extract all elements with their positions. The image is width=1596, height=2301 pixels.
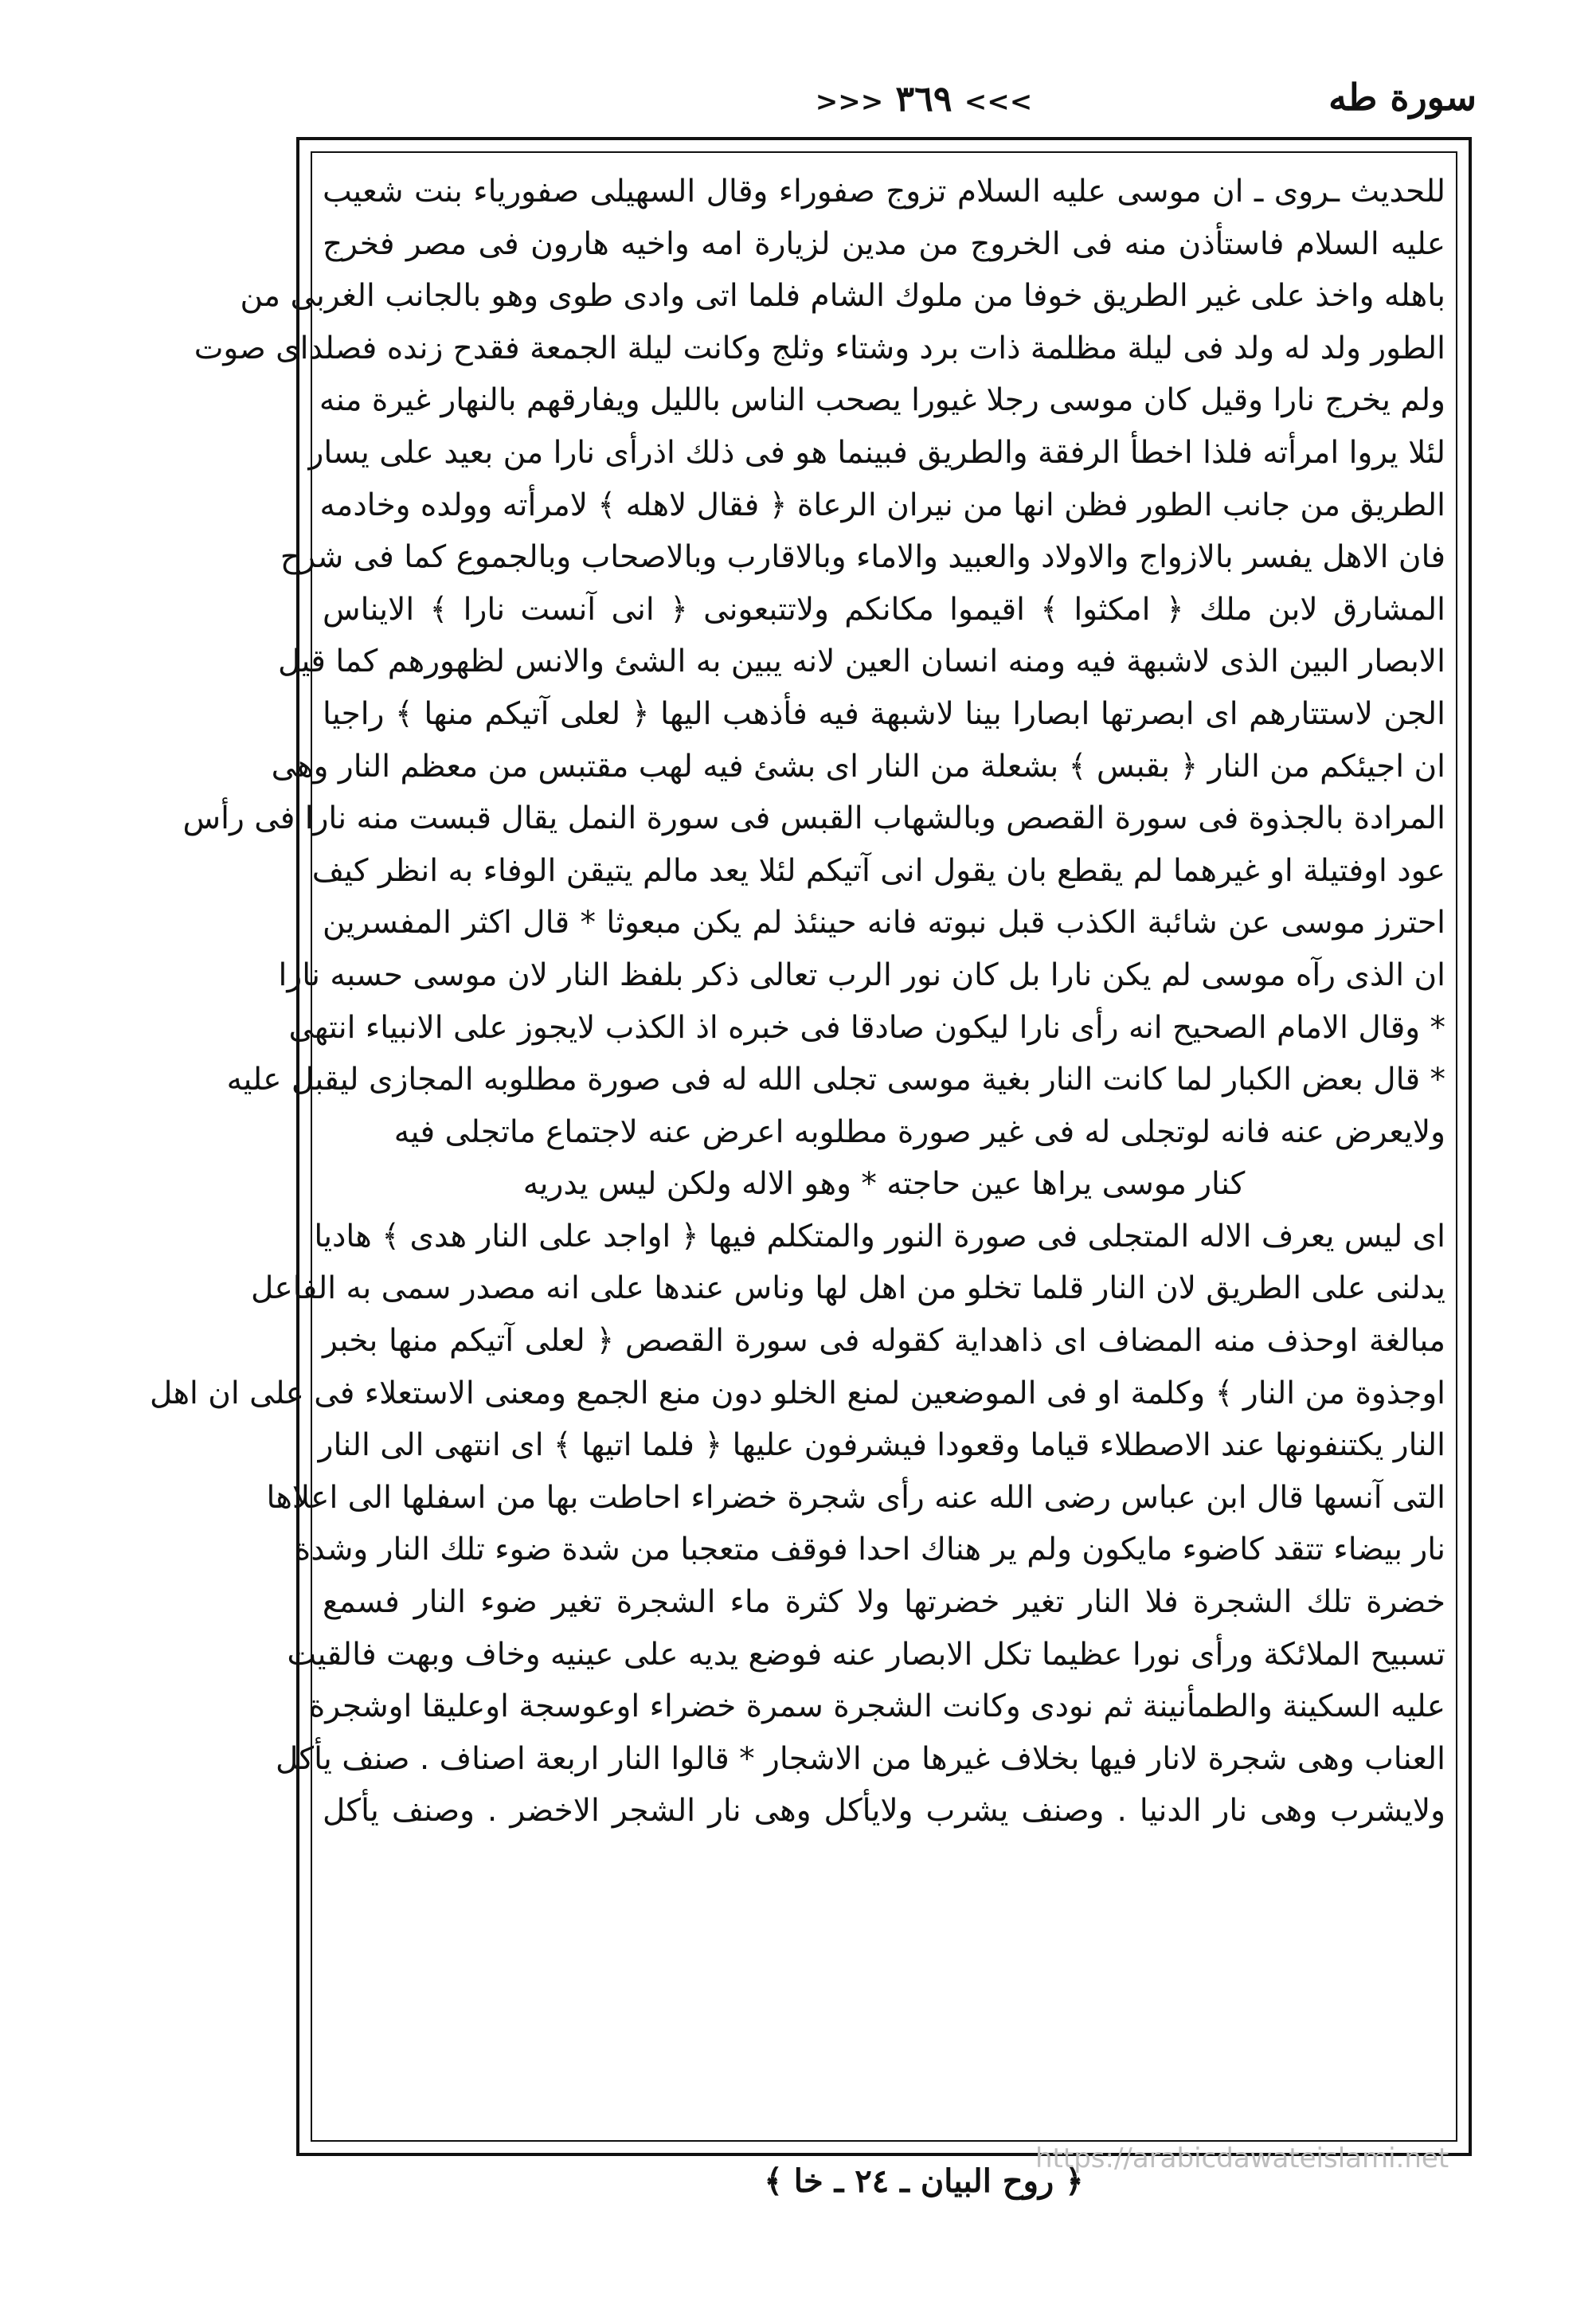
body-text — [149, 166, 1445, 1837]
text-line: العناب وهى شجرة لانار فيها بخلاف غيرها من الاشجار * قالوا النار اربعة اصناف . صنف يأكل — [276, 1740, 1445, 1777]
text-line: مبالغة اوحذف منه المضاف اى ذاهداية كقوله فى سورة القصص ﴿ لعلى آتيكم منها بخبر — [323, 1323, 1445, 1360]
text-line: * قال بعض الكبار لما كانت النار بغية موسى تجلى الله له فى صورة مطلوبه المجازى ليقبل عليه — [226, 1062, 1445, 1098]
text-line: اى ليس يعرف الاله المتجلى فى صورة النور والمتكلم فيها ﴿ اواجد على النار هدى ﴾ هاديا — [314, 1218, 1445, 1254]
text-line: عليه السكينة والطمأنينة ثم نودى وكانت الشجرة سمرة خضراء اوعوسجة اوعليقا اوشجرة — [308, 1689, 1445, 1725]
text-line: نار بيضاء تتقد كاضوء مايكون ولم ير هناك احدا فوقف متعجبا من شدة ضوء تلك النار وشدة — [294, 1532, 1445, 1568]
text-line: الجن لاستتارهم اى ابصرتها ابصارا بينا لاشبهة فيه فأذهب اليها ﴿ لعلى آتيكم منها ﴾ راجيا — [323, 695, 1445, 732]
text-line: ان اجيئكم من النار ﴿ بقبس ﴾ بشعلة من النار اى بشئ فيه لهب مقتبس من معظم النار وهى — [271, 748, 1445, 785]
text-line: للحديث ـروى ـ ان موسى عليه السلام تزوج صفوراء وقال السهيلى صفورياء بنت شعيب — [323, 174, 1445, 209]
ornament-left: <<< — [815, 86, 884, 118]
text-line: ولم يخرج نارا وقيل كان موسى رجلا غيورا يصحب الناس بالليل ويفارقهم بالنهار غيرة منه — [319, 382, 1445, 419]
text-line: تسبيح الملائكة ورأى نورا عظيما تكل الابصار عنه فوضع يديه على عينيه وخاف وبهت فالقيت — [287, 1636, 1445, 1673]
text-line: الابصار البين الذى لاشبهة فيه ومنه انسان العين لانه يبين به الشئ والانس لظهورهم كما قيل — [277, 644, 1445, 680]
ornament-right: >>> — [964, 86, 1033, 118]
text-line: يدلنى على الطريق لان النار قلما تخلو من اهل لها وناس عندها على انه مصدر سمى به الفاعل — [250, 1270, 1445, 1307]
text-line: المرادة بالجذوة فى سورة القصص وبالشهاب القبس فى سورة النمل يقال قبست منه نارا فى رأس — [182, 800, 1445, 837]
text-line: اوجذوة من النار ﴾ وكلمة او فى الموضعين لمنع الخلو دون منع الجمع ومعنى الاستعلاء فى على ان اهل — [149, 1375, 1445, 1411]
page-header — [295, 76, 1477, 139]
text-line: لئلا يروا امرأته فلذا اخطأ الرفقة والطريق فبينما هو فى ذلك اذرأى نارا من بعيد على يسار — [308, 434, 1445, 471]
text-line: * وقال الامام الصحيح انه رأى نارا ليكون صادقا فى خبره اذ الكذب لايجوز على الانبياء انتهى — [288, 1009, 1445, 1046]
surah-title: سورة طه — [1328, 76, 1477, 119]
text-line: خضرة تلك الشجرة فلا النار تغير خضرتها ولا كثرة ماء الشجرة تغير ضوء النار فسمع — [323, 1584, 1445, 1621]
text-line: باهله واخذ على غير الطريق خوفا من ملوك الشام فلما اتى وادى طوى وهو بالجانب الغربى من — [240, 278, 1445, 315]
text-line: الطور ولد له ولد فى ليلة مظلمة ذات برد وشتاء وثلج وكانت ليلة الجمعة فقدح زنده فصلداى صوت — [194, 330, 1445, 366]
page-number — [796, 79, 1051, 119]
text-line: عود اوفتيلة او غيرهما لم يقطع بان يقول انى آتيكم لئلا يعد مالم يتيقن الوفاء به انظر كيف — [311, 852, 1445, 889]
text-line: ان الذى رآه موسى لم يكن نارا بل كان نور الرب تعالى ذكر بلفظ النار لان موسى حسبه نارا — [278, 957, 1445, 993]
footer-signature: ﴿ روح البيان ـ ٢٤ ـ خا ﴾ — [764, 2162, 1084, 2200]
text-line: احترز موسى عن شائبة الكذب قبل نبوته فانه حينئذ لم يكن مبعوثا * قال اكثر المفسرين — [323, 905, 1445, 941]
text-line: ولايشرب وهى نار الدنيا . وصنف يشرب ولايأكل وهى نار الشجر الاخضر . وصنف يأكل — [323, 1793, 1445, 1829]
text-line: المشارق لابن ملك ﴿ امكثوا ﴾ اقيموا مكانكم ولاتتبعونى ﴿ انى آنست نارا ﴾ الايناس — [323, 591, 1445, 628]
watermark-url: https://arabicdawateislami.net — [1035, 2143, 1449, 2174]
text-line: عليه السلام فاستأذن منه فى الخروج من مدين لزيارة امه واخيه هارون فى مصر فخرج — [323, 225, 1445, 262]
text-line: النار يكتنفونها عند الاصطلاء قياما وقعودا فيشرفون عليها ﴿ فلما اتيها ﴾ اى انتهى الى النار — [318, 1427, 1445, 1464]
text-line: التى آنسها قال ابن عباس رضى الله عنه رأى شجرة خضراء احاطت بها من اسفلها الى اعلاها — [266, 1479, 1445, 1516]
text-line: ولايعرض عنه فانه لوتجلى له فى غير صورة مطلوبه اعرض عنه لاجتماع ماتجلى فيه — [393, 1113, 1445, 1150]
verse-line: كنار موسى يراها عين حاجته * وهو الاله ولكن ليس يدريه — [522, 1166, 1246, 1203]
text-line: الطريق من جانب الطور فظن انها من نيران الرعاة ﴿ فقال لاهله ﴾ لامرأته وولده وخادمه — [319, 487, 1445, 523]
page-number-text: ٣٦٩ — [895, 79, 953, 119]
text-line: فان الاهل يفسر بالازواج والاولاد والعبيد والاماء وبالاقارب وبالاصحاب وبالجموع كما فى شرح — [280, 539, 1445, 576]
